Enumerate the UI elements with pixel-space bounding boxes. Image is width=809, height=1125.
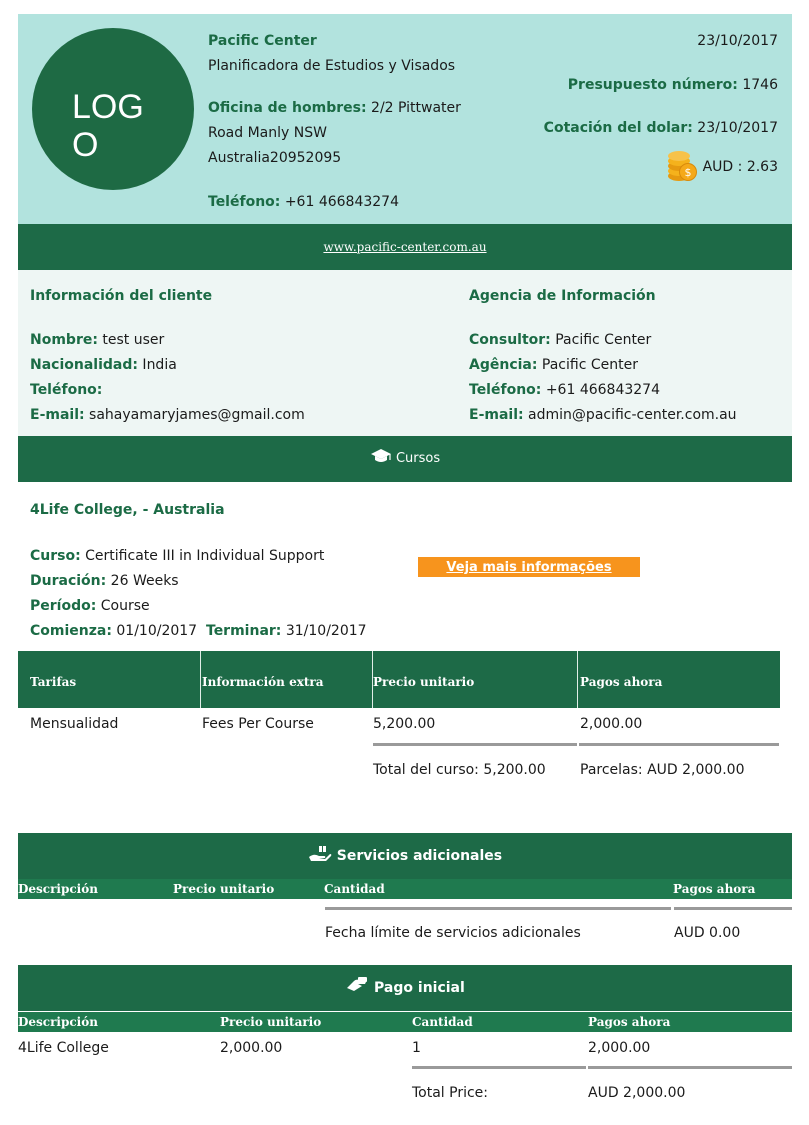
tariff-row-unit-price: 5,200.00 xyxy=(373,716,436,732)
budget-value: 1746 xyxy=(737,77,778,93)
svg-text:$: $ xyxy=(684,166,692,179)
payment-header-description: Descripción xyxy=(18,1015,98,1029)
services-deadline-label: Fecha límite de servicios adicionales xyxy=(325,925,581,941)
currency-rate xyxy=(667,150,778,184)
installments: Parcelas: AUD 2,000.00 xyxy=(580,762,745,778)
logo xyxy=(32,28,194,190)
payment-header-pay-now: Pagos ahora xyxy=(588,1015,671,1029)
period-value: Course xyxy=(96,598,150,614)
client-name-label: Nombre: xyxy=(30,332,98,348)
tariff-header-extra: Información extra xyxy=(202,675,324,689)
coins-icon xyxy=(667,150,697,184)
rate-label: Cotación del dolar: xyxy=(543,120,693,136)
course-total: Total del curso: 5,200.00 xyxy=(373,762,546,778)
client-email: sahayamaryjames@gmail.com xyxy=(84,407,305,423)
start-value: 01/10/2017 xyxy=(111,623,198,639)
company-name: Pacific Center xyxy=(208,33,317,49)
divider xyxy=(325,907,671,910)
info-panel xyxy=(18,270,792,436)
consultant: Pacific Center xyxy=(550,332,652,348)
courses-bar-label: Cursos xyxy=(395,451,441,466)
document-date: 23/10/2017 xyxy=(697,33,778,49)
office-line3: Australia20952095 xyxy=(208,150,342,166)
budget-label: Presupuesto número: xyxy=(567,77,738,93)
end-label: Terminar: xyxy=(206,623,282,639)
payment-header-quantity: Cantidad xyxy=(412,1015,473,1029)
services-header-pay-now: Pagos ahora xyxy=(673,882,756,896)
services-table-header xyxy=(18,879,792,899)
payment-row-description: 4Life College xyxy=(18,1040,109,1056)
client-nationality-label: Nacionalidad: xyxy=(30,357,138,373)
header-panel xyxy=(18,14,792,224)
client-phone-label: Teléfono: xyxy=(30,382,103,398)
services-header-quantity: Cantidad xyxy=(324,882,385,896)
office-label: Oficina de hombres: xyxy=(208,100,367,116)
agency-label: Agência: xyxy=(469,357,538,373)
consultant-label: Consultor: xyxy=(469,332,551,348)
phone-value: +61 466843274 xyxy=(280,194,399,210)
client-info-title: Información del cliente xyxy=(30,288,213,304)
school-name: 4Life College, - Australia xyxy=(30,502,225,518)
rate-value: 23/10/2017 xyxy=(692,120,778,136)
company-phone xyxy=(208,194,399,210)
payment-row-quantity: 1 xyxy=(412,1040,421,1056)
payment-table-header xyxy=(18,1012,792,1032)
services-title: Servicios adicionales xyxy=(336,848,503,864)
divider xyxy=(579,743,779,746)
tariff-table-header xyxy=(18,651,780,708)
payment-row-unit-price: 2,000.00 xyxy=(220,1040,283,1056)
services-header-unit-price: Precio unitario xyxy=(173,882,275,896)
client-nationality: India xyxy=(137,357,177,373)
client-email-label: E-mail: xyxy=(30,407,85,423)
total-price-value: AUD 2,000.00 xyxy=(588,1085,686,1101)
agency-info xyxy=(469,288,737,428)
services-deadline-value: AUD 0.00 xyxy=(674,925,741,941)
office-line1: 2/2 Pittwater xyxy=(366,100,461,116)
period-label: Período: xyxy=(30,598,97,614)
divider xyxy=(373,743,577,746)
tariff-header-tarifas: Tarifas xyxy=(30,675,77,689)
course-details xyxy=(30,544,367,644)
client-name: test user xyxy=(97,332,165,348)
tariff-header-pay-now: Pagos ahora xyxy=(580,675,663,689)
company-subtitle: Planificadora de Estudios y Visados xyxy=(208,58,456,74)
agency-email: admin@pacific-center.com.au xyxy=(523,407,737,423)
graduation-cap-icon xyxy=(370,448,392,464)
tariff-header-unit-price: Precio unitario xyxy=(373,675,475,689)
tariff-row-extra: Fees Per Course xyxy=(202,716,314,732)
agency-name: Pacific Center xyxy=(537,357,638,373)
website-bar xyxy=(18,224,792,270)
office-address xyxy=(208,100,461,116)
divider xyxy=(588,1066,792,1069)
hand-gift-icon xyxy=(308,844,332,862)
courses-bar xyxy=(18,436,792,482)
agency-phone-label: Teléfono: xyxy=(469,382,542,398)
website-link[interactable]: www.pacific-center.com.au xyxy=(323,240,487,254)
initial-payment-bar xyxy=(18,965,792,1011)
start-label: Comienza: xyxy=(30,623,112,639)
phone-label: Teléfono: xyxy=(208,194,281,210)
client-info xyxy=(30,288,305,428)
duration-value: 26 Weeks xyxy=(106,573,179,589)
logo-text: LOGO xyxy=(72,88,144,164)
initial-payment-title: Pago inicial xyxy=(374,980,465,996)
tariff-row-pay-now: 2,000.00 xyxy=(580,716,643,732)
total-price-label: Total Price: xyxy=(412,1085,489,1101)
agency-info-title: Agencia de Información xyxy=(469,288,656,304)
payment-hand-icon xyxy=(345,976,369,994)
divider xyxy=(412,1066,586,1069)
more-info-button[interactable]: Veja mais informações xyxy=(418,557,640,577)
end-value: 31/10/2017 xyxy=(281,623,367,639)
currency-value: AUD : 2.63 xyxy=(702,159,778,175)
course-label: Curso: xyxy=(30,548,81,564)
budget-number xyxy=(568,77,778,93)
services-header-description: Descripción xyxy=(18,882,98,896)
divider xyxy=(674,907,792,910)
tariff-row-name: Mensualidad xyxy=(30,716,119,732)
agency-email-label: E-mail: xyxy=(469,407,524,423)
exchange-rate xyxy=(544,120,778,136)
payment-header-unit-price: Precio unitario xyxy=(220,1015,322,1029)
duration-label: Duración: xyxy=(30,573,107,589)
agency-phone: +61 466843274 xyxy=(541,382,660,398)
office-line2: Road Manly NSW xyxy=(208,125,327,141)
payment-row-pay-now: 2,000.00 xyxy=(588,1040,651,1056)
course-value: Certificate III in Individual Support xyxy=(80,548,325,564)
services-bar xyxy=(18,833,792,879)
